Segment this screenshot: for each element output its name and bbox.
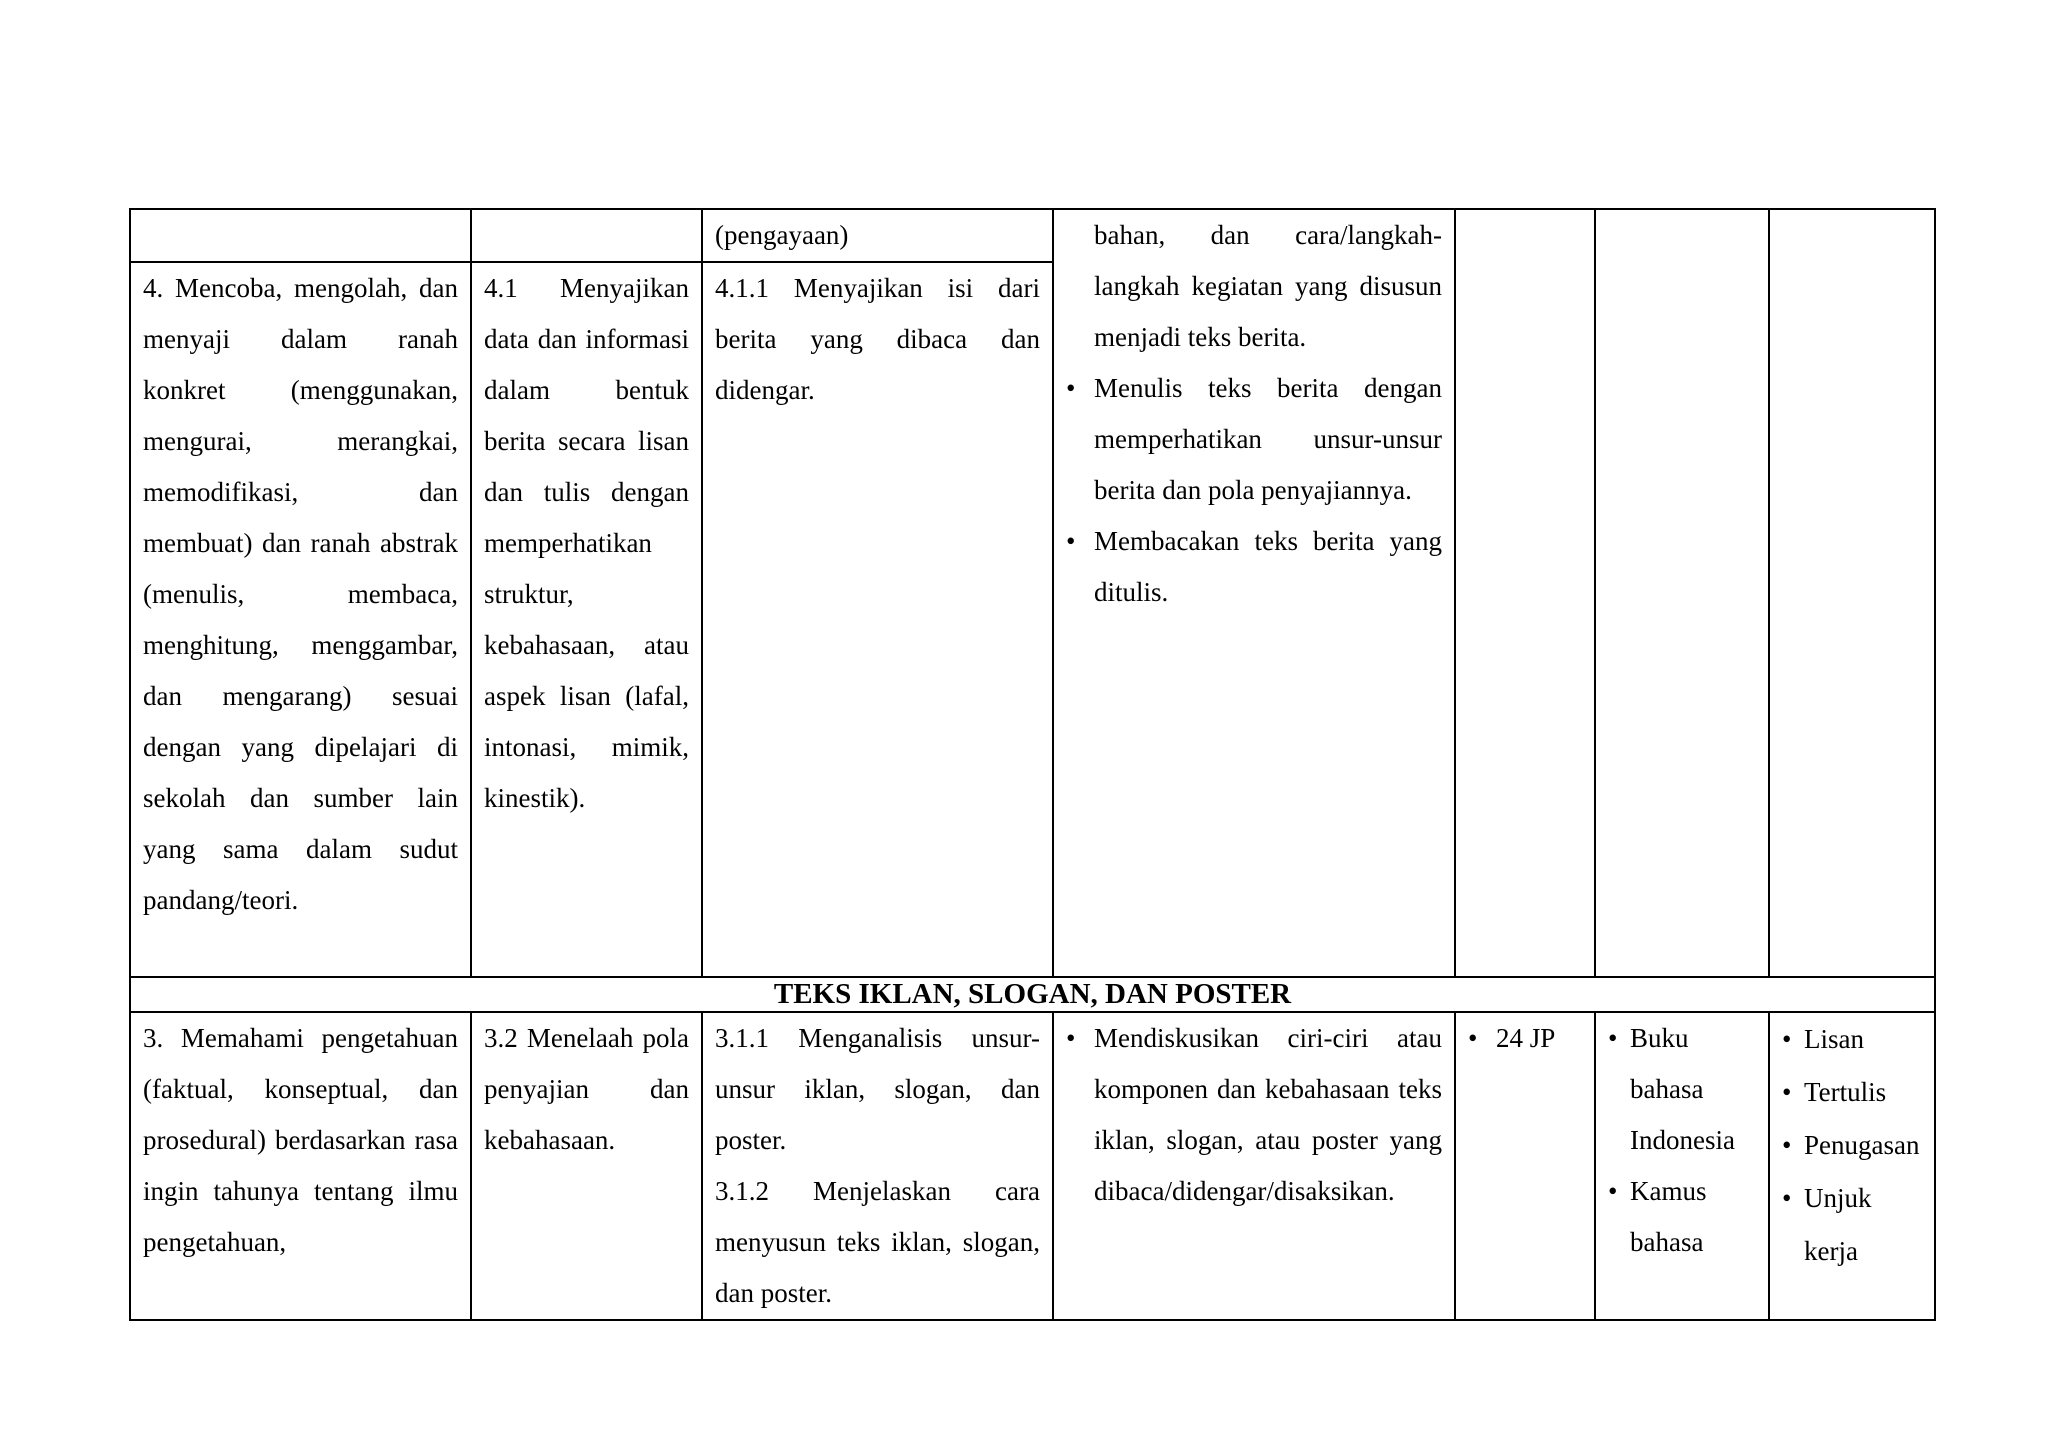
section-title: TEKS IKLAN, SLOGAN, DAN POSTER <box>130 977 1935 1012</box>
activity-list-ad <box>1066 1013 1442 1217</box>
indicator-3-1-2-text: 3.1.2 Menjelaskan cara menyusun teks iklan, slogan, dan poster. <box>715 1176 1040 1308</box>
cell-assessment-empty <box>1769 209 1935 977</box>
list-item: • Membacakan teks berita yang ditulis. <box>1066 516 1442 618</box>
indicator-3-1-1-text: 3.1.1 Menganalisis unsur-unsur iklan, slogan, dan poster. <box>715 1023 1040 1155</box>
list-item: • Tertulis <box>1782 1066 1922 1119</box>
kd-4-1-text: 4.1 Menyajikan data dan informasi dalam bentuk berita secara lisan dan tulis dengan memperhatikan struktur, kebahasaan, atau aspek lisan (lafal, intonasi, mimik, kinestik). <box>484 273 689 813</box>
list-item: • Buku bahasa Indonesia <box>1608 1013 1756 1166</box>
activity-continuation-text: bahan, dan cara/langkah-langkah kegiatan yang disusun menjadi teks berita. <box>1094 220 1442 352</box>
list-item: • Menulis teks berita dengan memperhatikan unsur-unsur berita dan pola penyajiannya. <box>1066 363 1442 516</box>
list-item: • Unjuk kerja <box>1782 1172 1922 1278</box>
cell-ki4 <box>130 262 471 977</box>
cell-source-empty <box>1595 209 1769 977</box>
cell-indicator-4-1-1 <box>702 262 1053 977</box>
cell-time-allocation <box>1455 1012 1595 1320</box>
cell-kd-4-1 <box>471 262 702 977</box>
cell-indicator-pengayaan <box>702 209 1053 262</box>
indicator-enrichment-text: (pengayaan) <box>715 220 849 250</box>
cell-assessments <box>1769 1012 1935 1320</box>
table-row-ki3 <box>130 1012 1935 1320</box>
ki3-text: 3. Memahami pengetahuan (faktual, konseptual, dan prosedural) berdasarkan rasa ingin tahunya tentang ilmu pengetahuan, <box>143 1023 458 1257</box>
ki4-text: 4. Mencoba, mengolah, dan menyaji dalam ranah konkret (menggunakan, mengurai, merangkai, memodifikasi, dan membuat) dan ranah abstrak (menulis, membaca, menghitung, menggambar, dan mengarang) sesuai dengan yang dipelajari di sekolah dan sumber lain yang sama dalam sudut pandang/teori. <box>143 273 458 915</box>
cell-sources <box>1595 1012 1769 1320</box>
source-list <box>1608 1013 1756 1268</box>
table-row-section-header <box>130 977 1935 1012</box>
table-row-continuation <box>130 209 1935 262</box>
activity-list-news <box>1066 363 1442 618</box>
kd-3-2-text: 3.2 Menelaah pola penyajian dan kebahasaan. <box>484 1023 689 1155</box>
assessment-list <box>1782 1013 1922 1278</box>
list-item: • Lisan <box>1782 1013 1922 1066</box>
cell-activities-news <box>1053 209 1455 977</box>
cell-ki-empty <box>130 209 471 262</box>
syllabus-table <box>129 208 1936 1321</box>
indicator-4-1-1-text: 4.1.1 Menyajikan isi dari berita yang dibaca dan didengar. <box>715 273 1040 405</box>
time-allocation-list <box>1468 1013 1582 1064</box>
list-item: • Kamus bahasa <box>1608 1166 1756 1268</box>
cell-indicators-3-1 <box>702 1012 1053 1320</box>
cell-kd-3-2 <box>471 1012 702 1320</box>
cell-ki3 <box>130 1012 471 1320</box>
cell-time-empty <box>1455 209 1595 977</box>
list-item: • Mendiskusikan ciri-ciri atau komponen dan kebahasaan teks iklan, slogan, atau poster yang dibaca/didengar/disaksikan. <box>1066 1013 1442 1217</box>
cell-kd-empty <box>471 209 702 262</box>
cell-activities-ad <box>1053 1012 1455 1320</box>
list-item: • Penugasan <box>1782 1119 1922 1172</box>
list-item: • 24 JP <box>1468 1013 1582 1064</box>
